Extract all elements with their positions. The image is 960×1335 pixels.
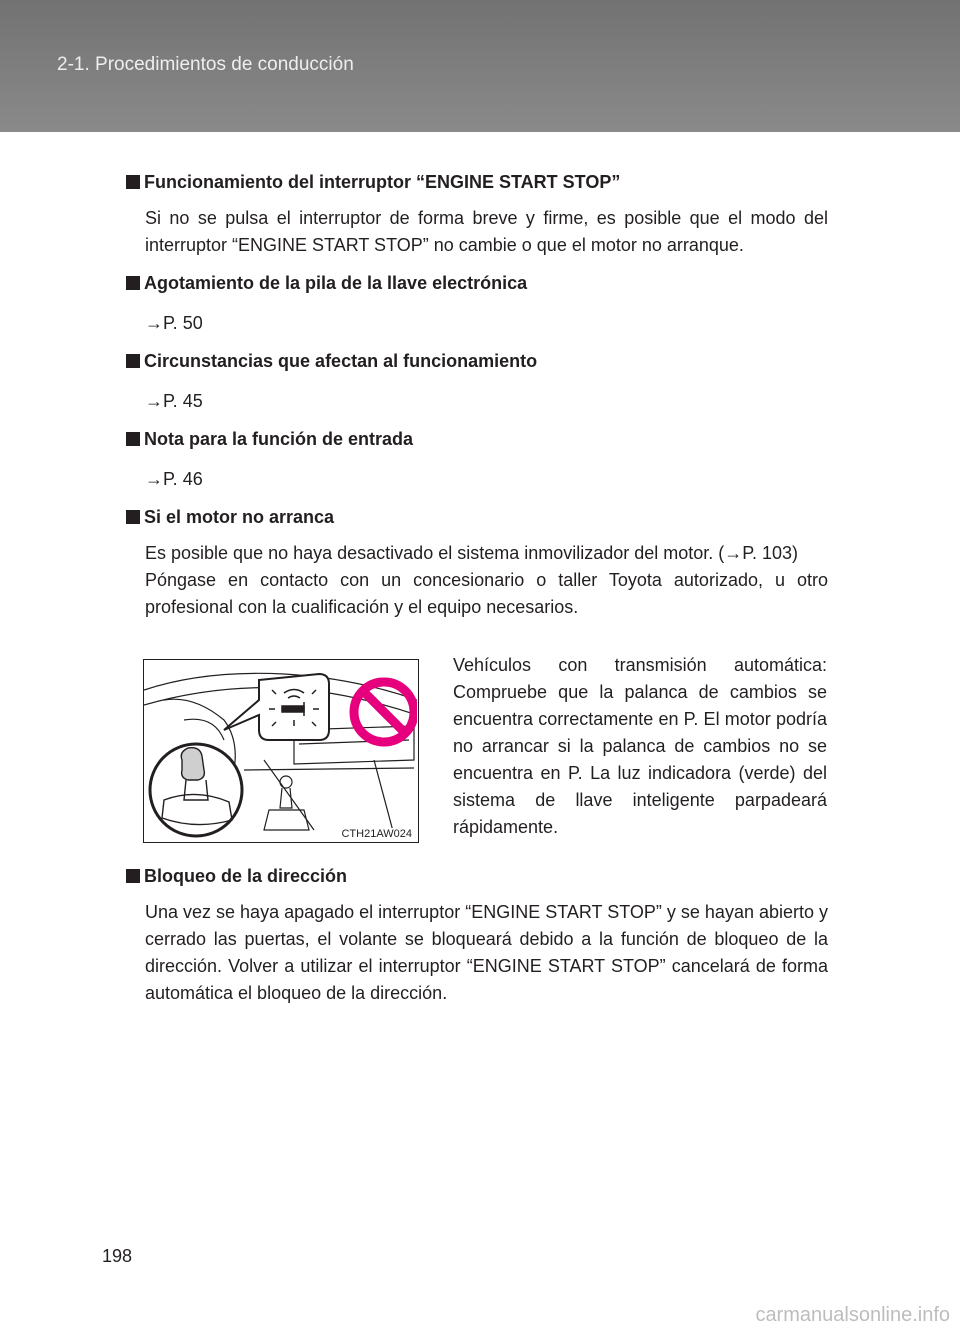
bullet-square-icon bbox=[126, 510, 140, 524]
heading-entry-function bbox=[126, 425, 828, 453]
figure-caption: Vehículos con transmisión automática: Compruebe que la palanca de cambios se encuentra correctamente en P. El motor podría no arrancar si la palanca de cambios no se encuentra en P. La luz indicadora (verde) del sistema de llave inteligente parpadeará rápidamente. bbox=[453, 655, 827, 837]
heading-text: Bloqueo de la dirección bbox=[144, 866, 348, 886]
paragraph: Es posible que no haya desactivado el sistema inmovilizador del motor. (→P. 103) bbox=[145, 543, 799, 563]
content-bottom bbox=[126, 862, 828, 1007]
section-title: 2-1. Procedimientos de conducción bbox=[57, 54, 354, 75]
paragraph: Póngase en contacto con un concesionario o taller Toyota autorizado, u otro profesional con la cualificación y el equipo necesarios. bbox=[145, 570, 828, 617]
page-header bbox=[0, 0, 960, 132]
prohibition-icon bbox=[354, 682, 414, 742]
dashboard-illustration bbox=[144, 660, 417, 841]
heading-steering-lock bbox=[126, 862, 828, 890]
bullet-square-icon bbox=[126, 276, 140, 290]
heading-text: Funcionamiento del interruptor “ENGINE START STOP” bbox=[144, 172, 621, 192]
heading-engine-switch bbox=[126, 168, 828, 196]
bullet-square-icon bbox=[126, 175, 140, 189]
heading-key-battery bbox=[126, 269, 828, 297]
bullet-square-icon bbox=[126, 354, 140, 368]
heading-text: Si el motor no arranca bbox=[144, 507, 335, 527]
heading-text: Agotamiento de la pila de la llave electrónica bbox=[144, 273, 528, 293]
watermark: carmanualsonline.info bbox=[755, 1304, 950, 1326]
heading-text: Nota para la función de entrada bbox=[144, 429, 414, 449]
heading-circumstances bbox=[126, 347, 828, 375]
heading-text: Circunstancias que afectan al funcionamiento bbox=[144, 351, 538, 371]
page-reference: →P. 45 bbox=[145, 391, 203, 411]
content bbox=[126, 168, 828, 621]
bullet-square-icon bbox=[126, 869, 140, 883]
bullet-square-icon bbox=[126, 432, 140, 446]
page-reference: →P. 50 bbox=[145, 313, 203, 333]
figure-code: CTH21AW024 bbox=[341, 828, 412, 840]
illustration bbox=[143, 659, 419, 843]
heading-engine-not-start bbox=[126, 503, 828, 531]
page-number: 198 bbox=[102, 1246, 133, 1266]
paragraph: Si no se pulsa el interruptor de forma breve y firme, es posible que el modo del interruptor “ENGINE START STOP” no cambie o que el motor no arranque. bbox=[145, 208, 828, 255]
page-reference: →P. 46 bbox=[145, 469, 203, 489]
paragraph: Una vez se haya apagado el interruptor “ENGINE START STOP” y se hayan abierto y cerrado las puertas, el volante se bloqueará debido a la función de bloqueo de la dirección. Volver a utilizar el interruptor “ENGINE START STOP” cancelará de forma automática el bloqueo de la dirección. bbox=[145, 902, 828, 1003]
